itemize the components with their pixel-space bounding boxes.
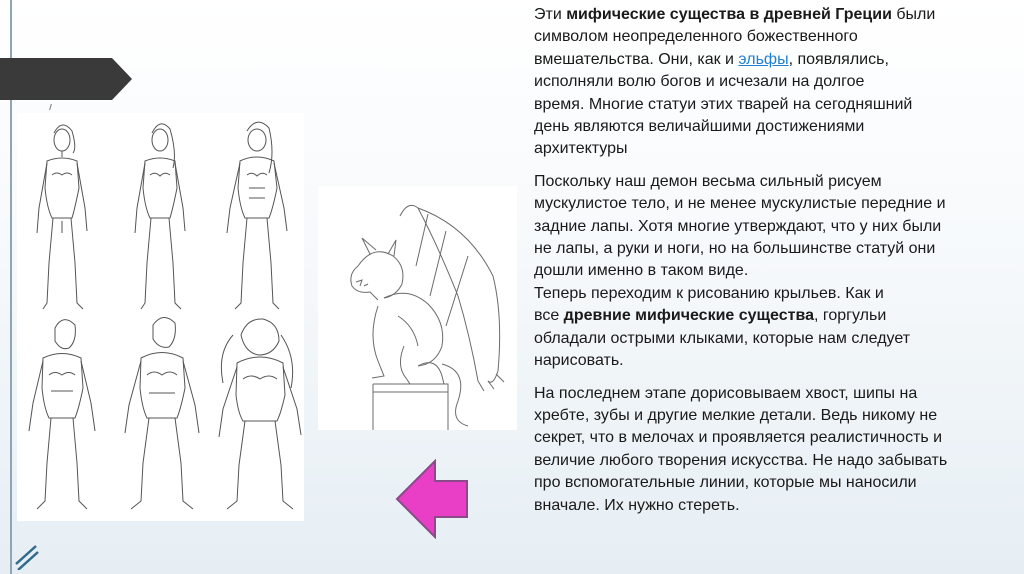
paragraph-3: На последнем этапе дорисовываем хвост, шипы на хребте, зубы и другие мелкие детали. Ведь никому не секрет, что в мелочах и проявляется реалистичность и величие любого творения искусства. Не надо забывать про вспомогательные линии, которые мы наносили вначале. Их нужно стереть. [534, 384, 948, 514]
pentagon-tab-shape [0, 58, 132, 100]
gargoyle-sketch-image [318, 186, 517, 430]
figure-sketches-image [17, 113, 304, 521]
bold-phrase: древние мифические существа [563, 307, 814, 325]
sketch-figure-4 [29, 320, 95, 509]
paragraph-2: Поскольку наш демон весьма сильный рисуем мускулистое тело, и не менее мускулистые передние и задние лапы. Хотя многие утверждают, что у них были не лапы, а руки и ноги, но на большинстве статуй они дошли именно в таком виде. Теперь переходим к рисованию крыльев. Как и все древние мифические существа, горгульи обладали острыми клыками, которые нам следует нарисовать. [534, 172, 946, 370]
figure-sketches-drawing [17, 113, 304, 521]
paragraph-1: Эти мифические существа в древней Греции были символом неопределенного божественного вмешательства. Они, как и эльфы, появлялись, исполняли волю богов и исчезали на долгое время. Многие статуи этих тварей на сегодняшний день являются величайшими достижениями архитектуры [534, 6, 936, 158]
bold-phrase: мифические существа в древней Греции [566, 6, 892, 23]
sketch-figure-1 [37, 125, 87, 309]
gargoyle-drawing [318, 186, 517, 430]
sketch-figure-2 [135, 124, 185, 309]
back-arrow-icon[interactable] [395, 459, 470, 539]
double-slash-lines [14, 540, 40, 570]
elves-link[interactable]: эльфы [738, 50, 789, 68]
sketch-figure-6 [219, 319, 301, 509]
article-text [534, 4, 1024, 564]
small-tick-mark [49, 104, 55, 110]
sketch-figure-3 [227, 122, 287, 309]
sketch-figure-5 [125, 317, 199, 509]
